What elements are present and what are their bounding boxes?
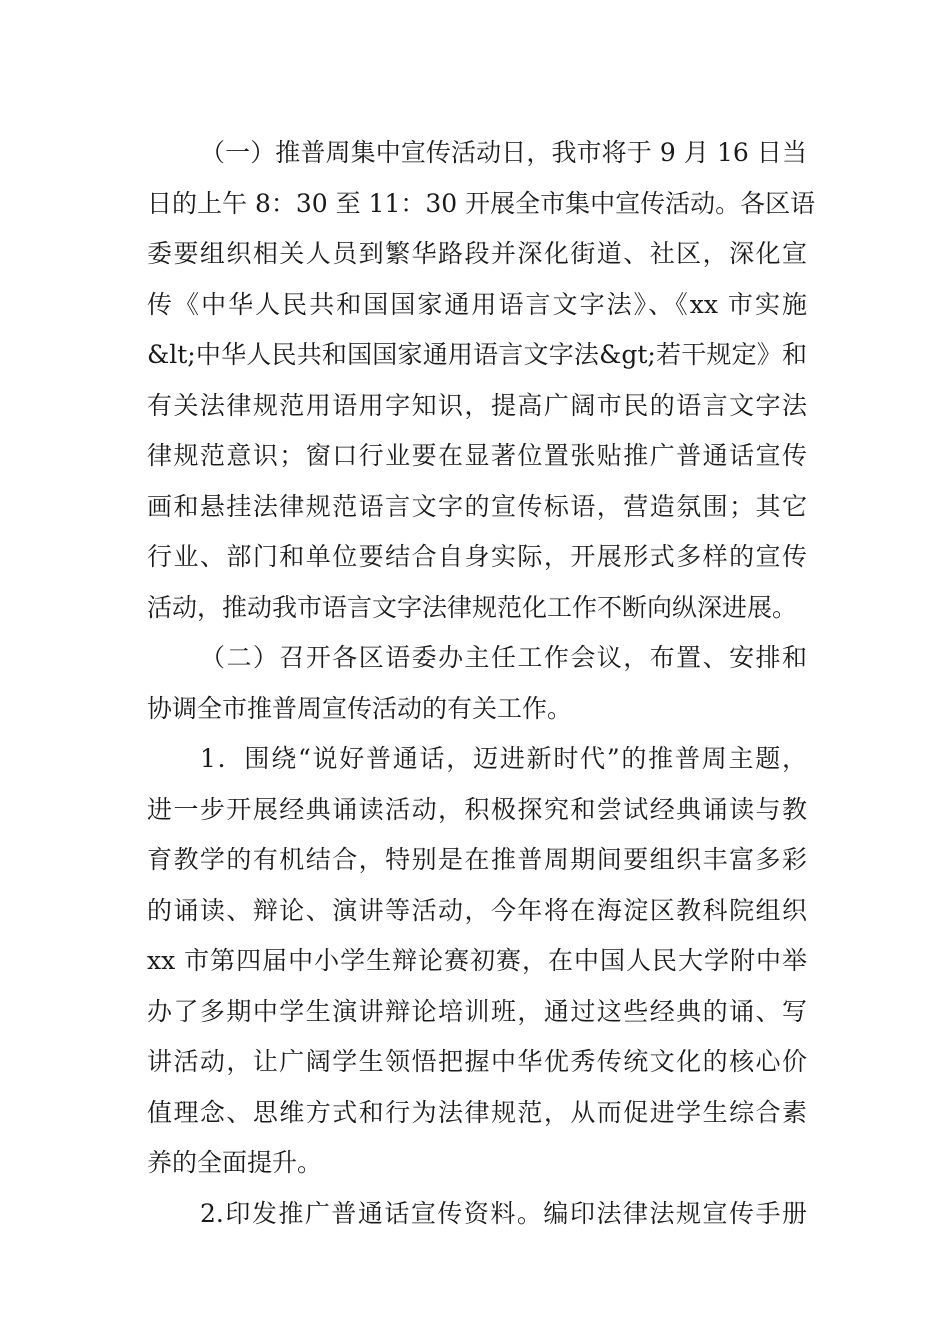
paragraph-4 bbox=[147, 1189, 807, 1240]
text-line: （一）推普周集中宣传活动日，我市将于 9 月 16 日当 bbox=[200, 138, 807, 167]
text-line: 画和悬挂法律规范语言文字的宣传标语，营造氛围；其它 bbox=[147, 491, 807, 521]
text-line: 办了多期中学生演讲辩论培训班，通过这些经典的诵、写 bbox=[147, 996, 807, 1026]
text-line: 行业、部门和单位要结合自身实际，开展形式多样的宣传 bbox=[147, 542, 807, 571]
text-line: 1．围绕“说好普通话，迈进新时代”的推普周主题， bbox=[200, 744, 807, 773]
text-line: 日的上午 8：30 至 11：30 开展全市集中宣传活动。各区语 bbox=[147, 188, 816, 218]
paragraph-2 bbox=[147, 633, 807, 734]
text-line: 值理念、思维方式和行为法律规范，从而促进学生综合素 bbox=[147, 1097, 807, 1127]
text-line: 律规范意识；窗口行业要在显著位置张贴推广普通话宣传 bbox=[147, 441, 807, 470]
text-line: 2.印发推广普通话宣传资料。编印法律法规宣传手册 bbox=[200, 1198, 807, 1228]
text-line: 活动，推动我市语言文字法律规范化工作不断向纵深进展。 bbox=[147, 592, 798, 622]
document-body bbox=[147, 128, 816, 1239]
text-line: &lt;中华人民共和国国家通用语言文字法&gt;若干规定》和 bbox=[147, 340, 807, 369]
text-line: 传《中华人民共和国国家通用语言文字法》、《xx 市实施 bbox=[147, 289, 807, 319]
paragraph-1 bbox=[147, 128, 816, 633]
text-line: 进一步开展经典诵读活动，积极探究和尝试经典诵读与教 bbox=[147, 794, 807, 824]
text-line: （二）召开各区语委办主任工作会议，布置、安排和 bbox=[200, 643, 807, 672]
text-line: 育教学的有机结合，特别是在推普周期间要组织丰富多彩 bbox=[147, 845, 807, 874]
text-line: xx 市第四届中小学生辩论赛初赛，在中国人民大学附中举 bbox=[147, 946, 807, 975]
text-line: 委要组织相关人员到繁华路段并深化街道、社区，深化宣 bbox=[147, 239, 807, 268]
text-line: 的诵读、辩论、演讲等活动，今年将在海淀区教科院组织 bbox=[147, 895, 807, 925]
text-line: 讲活动，让广阔学生领悟把握中华优秀传统文化的核心价 bbox=[147, 1047, 807, 1076]
text-line: 养的全面提升。 bbox=[147, 1148, 323, 1177]
text-line: 有关法律规范用语用字知识，提高广阔市民的语言文字法 bbox=[147, 390, 807, 420]
text-line: 协调全市推普周宣传活动的有关工作。 bbox=[147, 693, 573, 723]
paragraph-3 bbox=[147, 734, 807, 1189]
